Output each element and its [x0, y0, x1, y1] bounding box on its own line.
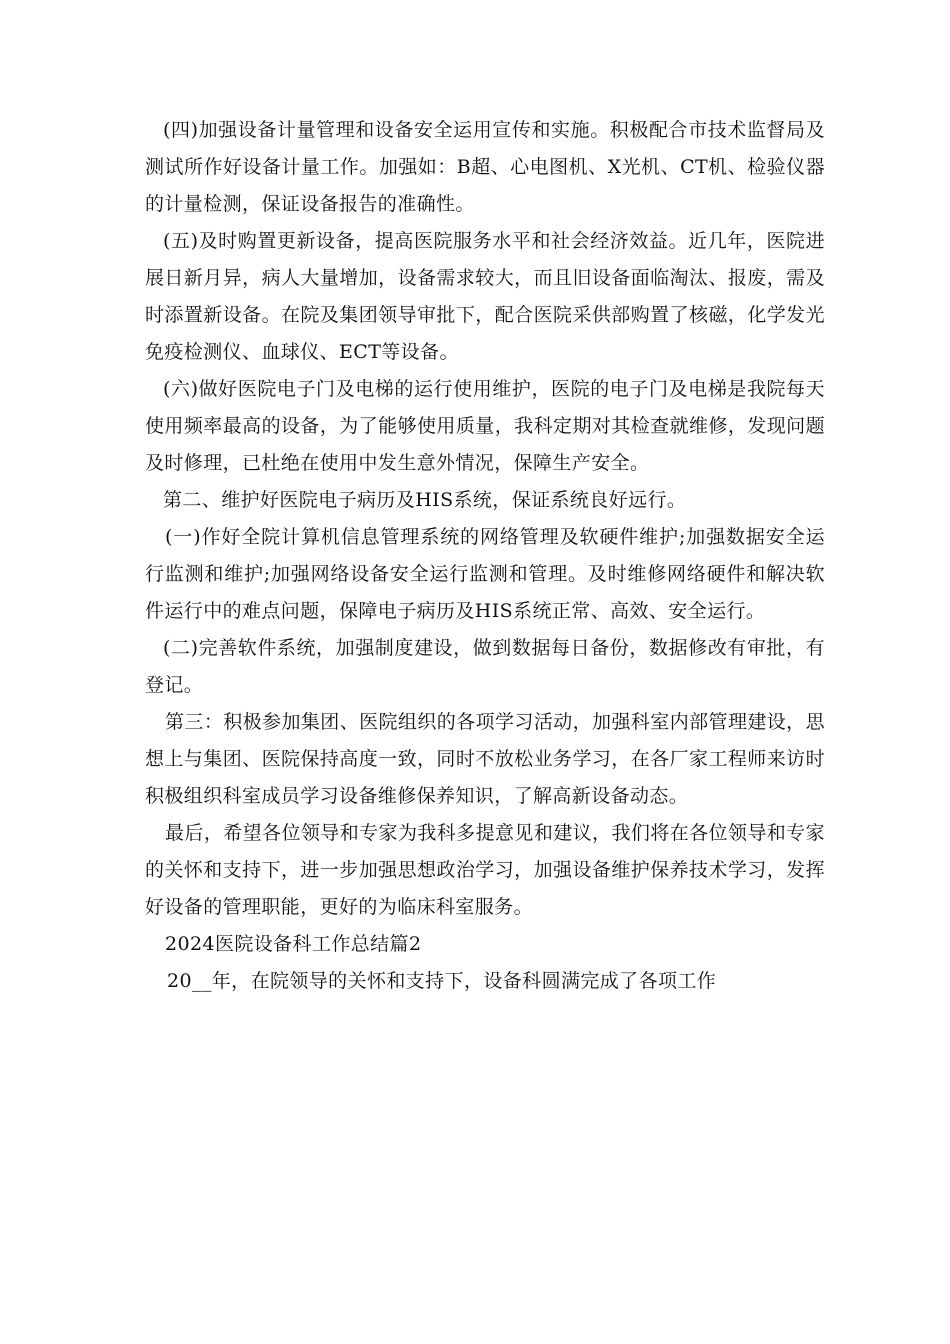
- paragraph-elevator-maintenance: (六)做好医院电子门及电梯的运行使用维护，医院的电子门及电梯是我院每天使用频率最高的设备，为了能够使用质量，我科定期对其检查就维修，发现问题及时修理，已杜绝在使用中发生意外情况，保障生产安全。: [145, 378, 825, 474]
- paragraph-intro: 20__年，在院领导的关怀和支持下，设备科圆满完成了各项工作: [167, 970, 717, 992]
- paragraph-section-three: 第三：积极参加集团、医院组织的各项学习活动，加强科室内部管理建设，思想上与集团、医院保持高度一致，同时不放松业务学习，在各厂家工程师来访时积极组织科室成员学习设备维修保养知识，了解高新设备动态。: [145, 711, 825, 807]
- paragraph-network-maintenance: (一)作好全院计算机信息管理系统的网络管理及软硬件维护;加强数据安全运行监测和维护;加强网络设备安全运行监测和管理。及时维修网络硬件和解决软件运行中的难点问题，保障电子病历及HIS系统正常、高效、安全运行。: [145, 526, 825, 622]
- paragraph-equipment-purchase: (五)及时购置更新设备，提高医院服务水平和社会经济效益。近几年，医院进展日新月异，病人大量增加，设备需求较大，而且旧设备面临淘汰、报废，需及时添置新设备。在院及集团领导审批下，配合医院采供部购置了核磁，化学发光免疫检测仪、血球仪、ECT等设备。: [145, 230, 825, 363]
- document-body: [145, 112, 825, 1000]
- paragraph-section-two-heading: 第二、维护好医院电子病历及HIS系统，保证系统良好远行。: [163, 489, 687, 511]
- paragraph-closing: 最后，希望各位领导和专家为我科多提意见和建议，我们将在各位领导和专家的关怀和支持下，进一步加强思想政治学习，加强设备维护保养技术学习，发挥好设备的管理职能，更好的为临床科室服务。: [145, 822, 825, 918]
- paragraph-software-system: (二)完善软件系统，加强制度建设，做到数据每日备份，数据修改有审批，有登记。: [145, 637, 825, 696]
- paragraph-metrology: (四)加强设备计量管理和设备安全运用宣传和实施。积极配合市技术监督局及测试所作好设备计量工作。加强如：B超、心电图机、X光机、CT机、检验仪器的计量检测，保证设备报告的准确性。: [145, 119, 825, 215]
- section-title: 2024医院设备科工作总结篇2: [165, 933, 422, 955]
